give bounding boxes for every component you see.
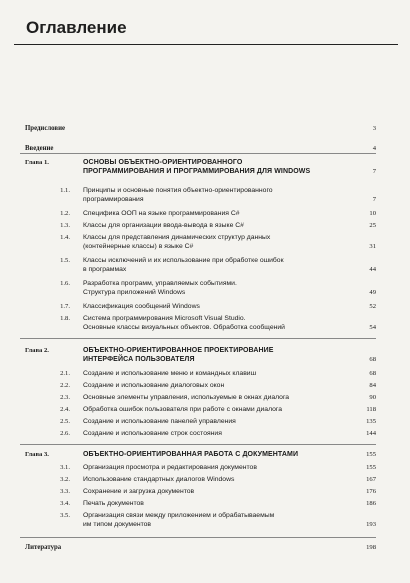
page-number: 167 [366,476,376,483]
entry-title: Организация просмотра и редактирования документов [83,464,257,471]
section-divider [20,153,376,154]
section-number: 3.4. [60,500,70,507]
page-number: 198 [366,544,376,551]
page-number: 193 [366,521,376,528]
section-number: 2.5. [60,418,70,425]
section-number: 1.4. [60,234,70,241]
page-number: 68 [369,370,376,377]
section-number: 1.5. [60,257,70,264]
page-number: 90 [369,394,376,401]
entry-title: ОБЪЕКТНО-ОРИЕНТИРОВАННОЕ ПРОЕКТИРОВАНИЕ ИНТЕРФЕЙСА ПОЛЬЗОВАТЕЛЯ [83,347,274,363]
page-number: 52 [369,303,376,310]
entry-title: Принципы и основные понятия объектно-ориентированного программирования [83,187,273,203]
entry-title: Классы для организации ввода-вывода в языке C# [83,222,244,229]
page-number: 144 [366,430,376,437]
entry-title: Создание и использование панелей управления [83,418,236,425]
page-number: 7 [372,196,376,203]
page-number: 10 [369,210,376,217]
section-number: 2.4. [60,406,70,413]
section-number: 1.8. [60,315,70,322]
section-number: 2.3. [60,394,70,401]
section-number: 2.2. [60,382,70,389]
entry-title: Классы для представления динамических структур данных (контейнерные классы) в языке C# [83,234,271,250]
page-number: 54 [369,324,376,331]
page-title: Оглавление [26,18,127,37]
page-number: 68 [369,356,376,363]
entry-title: Система программирования Microsoft Visual Studio. Основные классы визуальных объектов. Обработка сообщений [83,315,285,331]
page-number: 44 [369,266,376,273]
section-divider [20,444,376,445]
section-number: 1.6. [60,280,70,287]
entry-title: Создание и использование строк состояния [83,430,222,437]
entry-title: Печать документов [83,500,144,507]
entry-title: Литература [25,544,62,551]
chapter-label: Глава 2. [25,347,49,354]
page-number: 49 [369,289,376,296]
entry-title: Классы исключений и их использование при обработке ошибок в программах [83,257,284,273]
section-number: 3.3. [60,488,70,495]
page-number: 155 [366,451,376,458]
section-number: 3.5. [60,512,70,519]
section-number: 2.1. [60,370,70,377]
entry-title: Классификация сообщений Windows [83,303,200,310]
title-divider [14,44,398,45]
page-number: 84 [369,382,376,389]
page-number: 186 [366,500,376,507]
entry-title: Обработка ошибок пользователя при работе с окнами диалога [83,406,283,413]
section-number: 3.2. [60,476,70,483]
entry-title: Специфика ООП на языке программирования C# [83,210,240,217]
page-number: 31 [369,243,376,250]
entry-title: Введение [25,145,54,152]
section-number: 2.6. [60,430,70,437]
section-number: 1.7. [60,303,70,310]
section-divider [20,338,376,339]
section-number: 1.1. [60,187,70,194]
page-number: 3 [372,125,376,132]
entry-title: Создание и использование меню и командных клавиш [83,370,257,377]
section-divider [20,537,376,538]
entry-title: Основные элементы управления, используемые в окнах диалога [83,394,290,401]
section-number: 1.3. [60,222,70,229]
page-number: 25 [369,222,376,229]
entry-title: Организация связи между приложением и обрабатываемым им типом документов [83,512,275,528]
section-number: 1.2. [60,210,70,217]
entry-title: Предисловие [25,125,66,132]
chapter-label: Глава 1. [25,159,49,166]
chapter-label: Глава 3. [25,451,49,458]
entry-title: ОБЪЕКТНО-ОРИЕНТИРОВАННАЯ РАБОТА С ДОКУМЕНТАМИ [83,451,299,458]
entry-title: Использование стандартных диалогов Windows [83,476,235,483]
section-number: 3.1. [60,464,70,471]
entry-title: Разработка программ, управляемых событиями. Структура приложений Windows [83,280,237,296]
page-number: 176 [366,488,376,495]
page-number: 155 [366,464,376,471]
page-number: 4 [372,145,376,152]
entry-title: ОСНОВЫ ОБЪЕКТНО-ОРИЕНТИРОВАННОГО ПРОГРАММИРОВАНИЯ И ПРОГРАММИРОВАНИЯ ДЛЯ WINDOWS [83,159,311,175]
entry-title: Сохранение и загрузка документов [83,488,195,495]
page-number: 7 [372,168,376,175]
page-number: 118 [366,406,376,413]
page-number: 135 [366,418,376,425]
entry-title: Создание и использование диалоговых окон [83,382,225,389]
